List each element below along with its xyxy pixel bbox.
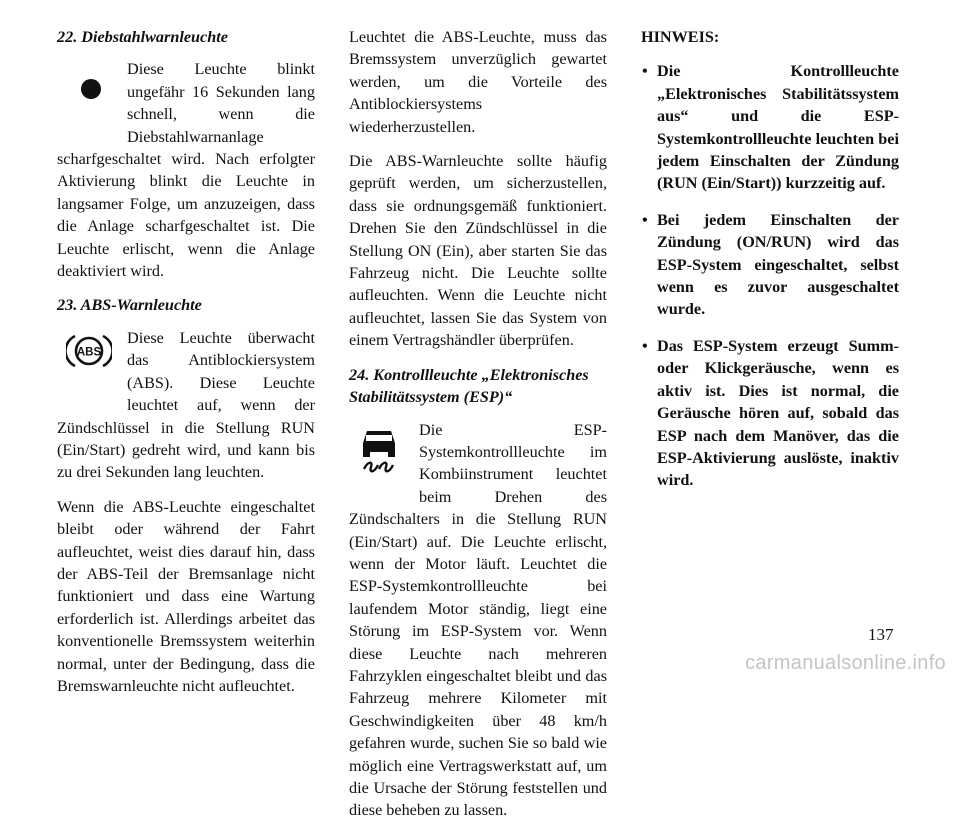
section-23-heading: 23. ABS-Warnleuchte: [57, 296, 202, 315]
section-23-text-4: Die ABS-Warnleuchte sollte häufig geprüft werden, um sicherzustellen, dass sie ordnungsgemäß funktioniert. Drehen Sie den Zündschlüssel in die Stellung ON (Ein), aber starten Sie das Fahrzeug nicht. Die Leuchte sollte aufleuchten. Wenn die Leuchte nicht aufleuchtet, lassen Sie das System von einem Vertragshändler überprüfen.: [349, 152, 607, 350]
section-23-text-1: Diese Leuchte überwacht das Antiblockiersystem (ABS). Diese Leuchte leuchtet auf, wenn der Zündschlüssel in die Stellung RUN (Ein/Start) gedreht wird, und kann bis zu drei Sekunden lang leuchten.: [57, 328, 315, 482]
note-item-1: [641, 60, 899, 194]
esp-skidding-car-icon: [349, 419, 419, 501]
section-22-heading: 22. Diebstahlwarnleuchte: [57, 28, 228, 46]
note-item-2: [641, 209, 899, 321]
section-24-text: Die ESP-Systemkontrollleuchte im Kombiinstrument leuchtet beim Drehen des Zündschalters in die Stellung RUN (Ein/Start) auf. Die Leuchte erlischt, wenn der Motor läuft. Leuchtet die ESP-Systemkontrollleuchte bei laufendem Motor ständig, liegt eine Störung im ESP-System vor. Wenn diese Leuchte nach mehreren Fahrzyklen eingeschaltet bleibt und das Fahrzeug mehrere Kilometer mit Geschwindigkeiten über 48 km/h gefahren wurde, suchen Sie so bald wie möglich eine Vertragswerkstatt auf, um die Ursache der Störung feststellen und diese beheben zu lassen.: [349, 420, 607, 820]
section-24-heading: 24. Kontrollleuchte „Elektronisches Stabilitätssystem (ESP)“: [349, 365, 589, 407]
column-middle: [349, 26, 607, 834]
bullet-icon: •: [642, 210, 648, 229]
column-right: [641, 26, 899, 506]
note-list: [641, 60, 899, 491]
bullet-icon: •: [642, 62, 648, 81]
abs-icon-label: ABS: [76, 346, 102, 359]
note-item-3: [641, 335, 899, 492]
watermark: carmanualsonline.info: [745, 652, 946, 674]
bullet-icon: •: [642, 336, 648, 355]
section-23-text-3: Leuchtet die ABS-Leuchte, muss das Bremssystem unverzüglich gewartet werden, um die Vorteile des Antiblockiersystems wiederherzustellen.: [349, 28, 607, 136]
note-label: HINWEIS:: [641, 28, 720, 46]
section-22-text: Diese Leuchte blinkt ungefähr 16 Sekunden lang schnell, wenn die Diebstahlwarnanlage scharfgeschaltet wird. Nach erfolgter Aktivierung blinkt die Leuchte in langsamer Folge, um anzuzeigen, dass die Anlage scharfgeschaltet ist. Die Leuchte erlischt, wenn die Anlage deaktiviert wird.: [57, 60, 315, 281]
note-item-2-text: Bei jedem Einschalten der Zündung (ON/RUN) wird das ESP-System eingeschaltet, selbst wenn es zuvor ausgeschaltet wurde.: [657, 210, 899, 319]
theft-warning-dot-icon: [57, 58, 127, 140]
page-number: 137: [868, 625, 894, 644]
column-left: [57, 26, 315, 709]
note-item-3-text: Das ESP-System erzeugt Summ- oder Klickgeräusche, wenn es aktiv ist. Dies ist normal, die Geräusche hören auf, sobald das ESP nach dem Manöver, das die ESP-Aktivierung auslöste, inaktiv wird.: [657, 336, 899, 490]
abs-warning-icon: [57, 327, 127, 409]
note-item-1-text: Die Kontrollleuchte „Elektronisches Stabilitätssystem aus“ und die ESP-Systemkontrollleuchte leuchten bei jedem Einschalten der Zündung (RUN (Ein/Start)) kurzzeitig auf.: [657, 62, 899, 193]
section-23-text-2: Wenn die ABS-Leuchte eingeschaltet bleibt oder während der Fahrt aufleuchtet, weist dies darauf hin, dass der ABS-Teil der Bremsanlage nicht funktioniert und dass eine Wartung erforderlich ist. Allerdings arbeitet das konventionelle Bremssystem weiterhin normal, unter der Bedingung, dass die Bremswarnleuchte nicht aufleuchtet.: [57, 497, 315, 695]
